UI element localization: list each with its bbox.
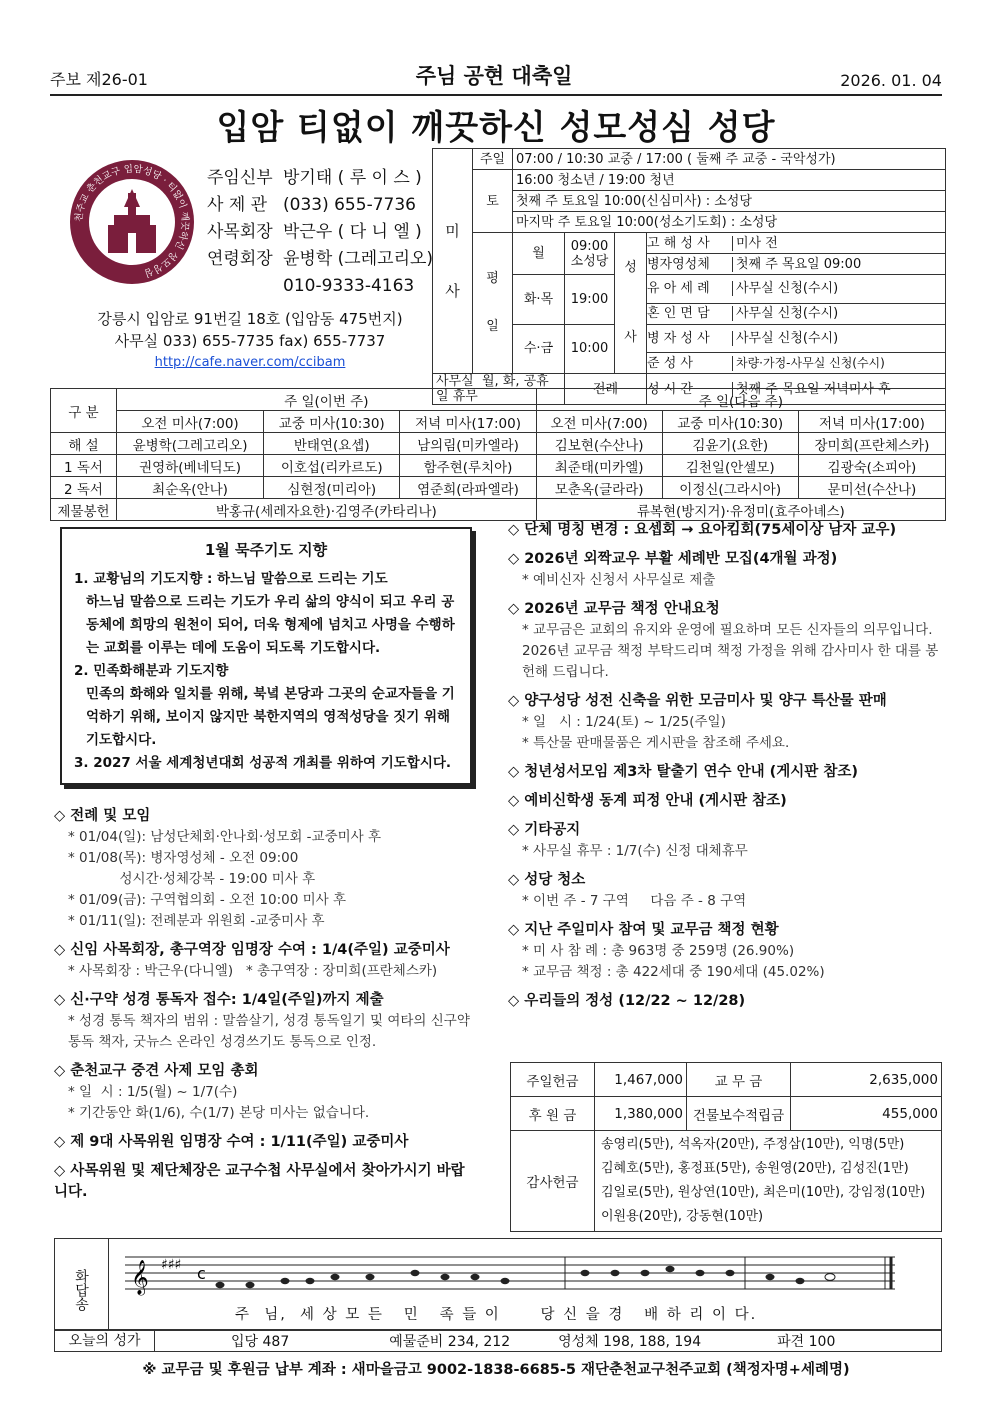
- notice-heading: ◇ 우리들의 정성 (12/22 ~ 12/28): [508, 993, 746, 1009]
- staff-row: 010-9333-4163: [283, 276, 415, 296]
- parish-title: 입암 티없이 깨끗하신 성모성심 성당: [216, 108, 776, 148]
- notice-heading: ◇ 전례 및 모임: [54, 808, 151, 824]
- notice-detail: * 교무금 책정 : 총 422세대 중 190세대 (45.02%): [522, 964, 825, 980]
- account-footer: ※ 교무금 및 후원금 납부 계좌 : 새마을금고 9002-1838-6685-5 재단춘천교구천주교회 (책정자명+세례명): [142, 1362, 850, 1378]
- notice-heading: ◇ 지난 주일미사 참여 및 교무금 책정 현황: [508, 922, 779, 938]
- parish-logo: [70, 160, 194, 284]
- notice-heading: ◇ 2026년 외짝교우 부활 세례반 모집(4개월 과정): [508, 551, 838, 567]
- left-notices: [54, 798, 474, 1203]
- notice-heading: ◇ 성당 청소: [508, 872, 586, 888]
- ministry-schedule-table: 구 분 주 일(이번 주) 주 일(다음 주) 오전 미사(7:00) 교중 미사(10:30) 저녁 미사(17:00) 오전 미사(7:00) 교중 미사(10:30) 저녁 미사(17:00) 해 설 윤병학(그레고리오) 반태연(요셉) 남의림(미카엘라) 김보현(수산나) 김윤기(요한) 장미희(프란체스카) 1 독서 권영하(베네딕도) 이호섭(리카르도) 함주현(루치아) 최준태(미카엘) 김천일(안셀모) 김광숙(소피아) 2 독서 최순옥(안나) 심현정(미리아) 염준희(라파엘라) 모춘옥(글라라) 이정신(그라시아) 문미선(수산나) 제물봉헌 박홍규(세레자요한)·김영주(카타리나) 류복현(방지거)·유정미(효주아녜스): [50, 388, 946, 521]
- notice-detail: * 교무금은 교회의 유지와 운영에 필요하며 모든 신자들의 의무입니다. 2026년 교무금 책정 부탁드리며 책정 가정을 위해 감사미사 한 대를 봉헌해 드립니다.: [522, 622, 939, 680]
- address-block: [80, 308, 420, 374]
- logo-ring-icon: [70, 160, 194, 284]
- staff-row: 사목회장 박근우 ( 다 니 엘 ): [207, 222, 422, 242]
- notice-detail: * 사목회장 : 박근우(다니엘) * 총구역장 : 장미희(프란체스카): [68, 963, 438, 979]
- music-staff-icon: [125, 1247, 935, 1307]
- address-line: 강릉시 입암로 91번길 18호 (입암동 475번지): [97, 310, 403, 328]
- notice-detail: * 기간동안 화(1/6), 수(1/7) 본당 미사는 없습니다.: [68, 1105, 370, 1121]
- notice-heading: ◇ 춘천교구 중견 사제 모임 총회: [54, 1063, 259, 1079]
- notice-heading: ◇ 단체 명칭 변경 : 요셉회 → 요아킴회(75세이상 남자 교우): [508, 522, 897, 538]
- todays-hymns: 오늘의 성가 입당 487 예물준비 234, 212 영성체 198, 188, 194 파견 100: [54, 1330, 942, 1352]
- office-phone: 사무실 033) 655-7735 fax) 655-7737: [114, 332, 386, 350]
- notice-detail: * 성경 통독 책자의 범위 : 말씀살기, 성경 통독일기 및 여타의 신구약 통독 책자, 굿뉴스 온라인 성경쓰기도 통독으로 인정.: [68, 1013, 475, 1050]
- table-row: 해 설 윤병학(그레고리오) 반태연(요셉) 남의림(미카엘라) 김보현(수산나) 김윤기(요한) 장미희(프란체스카): [51, 433, 946, 455]
- issue-date: 2026. 01. 04: [840, 71, 942, 90]
- notice-heading: ◇ 예비신학생 동계 피정 안내 (게시판 참조): [508, 793, 787, 809]
- notice-detail: * 01/11(일): 전례분과 위원회 -교중미사 후: [68, 913, 325, 929]
- mass-schedule-table: 미 사 주일 07:00 / 10:30 교중 / 17:00 ( 둘째 주 교중 - 국악성가) 토 16:00 청소년 / 19:00 청년 첫째 주 토요일 10:00(신심미사) : 소성당 마지막 주 토요일 10:00(성소기도회) : 소성당 평 일 월 09:00 소성당 성 사 고 해 성 사 미사 전 병자영성체 첫째 주 목요일 09:00 화·목 19:00 유 아 세 례 사무실 신청(수시) 혼 인 면 담 사무실 신청(수시) 수·금 10:00 병 자 성 사 사무실 신청(수시) 준 성 사 차량·가정-사무실 신청(수시) 사무실 월, 화, 공휴일 휴무 전례 성 시 간 첫째 주 목요일 저녁미사 후: [432, 148, 946, 405]
- offering-table: 주일헌금 1,467,000 교 무 금 2,635,000 후 원 금 1,380,000 건물보수적립금 455,000 감사헌금 송영리(5만), 석옥자(20만), 주정삼(10만), 익명(5만) 김혜호(5만), 홍정표(5만), 송원영(20만), 김성진(1만) 김일로(5만), 원상연(10만), 최은미(10만), 강임정(10만) 이원용(20만), 강동현(10만): [510, 1062, 942, 1232]
- logo-ring-text: 천주교 춘천교구 입암성당 · 티없이 깨끗하신 성모성심: [73, 163, 191, 279]
- table-row: 제물봉헌 박홍규(세레자요한)·김영주(카타리나) 류복현(방지거)·유정미(효주아녜스): [51, 499, 946, 521]
- prayer-intention-box: 1월 묵주기도 지향 1. 교황님의 기도지향 : 하느님 말씀으로 드리는 기도 하느님 말씀으로 드리는 기도가 우리 삶의 양식이 되고 우리 공동체에 희망의 원천이 되어, 더욱 형제에 넘치고 사명을 수행하는 교회를 이루는 데에 도움이 되도록 기도합시다. 2. 민족화해분과 기도지향 민족의 화해와 일치를 위해, 북녘 본당과 그곳의 순교자들을 기억하기 위해, 보이지 않지만 북한지역의 영적성당을 짓기 위해 기도합시다. 3. 2027 서울 세계청년대회 성공적 개최를 위하여 기도합시다.: [60, 527, 472, 785]
- notice-heading: ◇ 청년성서모임 제3차 탈출기 연수 안내 (게시판 참조): [508, 764, 858, 780]
- notice-heading: ◇ 사목위원 및 제단체장은 교구수첩 사무실에서 찾아가시기 바랍니다.: [54, 1163, 465, 1200]
- notice-heading: ◇ 신·구약 성경 통독자 접수: 1/4일(주일)까지 제출: [54, 992, 384, 1008]
- table-row: 2 독서 최순옥(안나) 심현정(미리아) 염준희(라파엘라) 모춘옥(글라라) 이정신(그라시아) 문미선(수산나): [51, 477, 946, 499]
- notice-heading: ◇ 제 9대 사목위원 임명장 수여 : 1/11(주일) 교중미사: [54, 1134, 409, 1150]
- psalm-response: 화답송 𝄞 ♯♯♯ c 주 님, 세 상 모 든 민 족 들 이 당 신 을 경 배 하 리 이 다.: [54, 1238, 942, 1330]
- staff-row: 주임신부 방기태 ( 루 이 스 ): [207, 168, 422, 188]
- staff-row: 연령회장 윤병학 (그레고리오): [207, 249, 434, 269]
- notice-heading: ◇ 신임 사목회장, 총구역장 임명장 수여 : 1/4(주일) 교중미사: [54, 942, 450, 958]
- feast-title: 주님 공현 대축일: [415, 64, 573, 88]
- prayer-title: 1월 묵주기도 지향: [204, 541, 328, 559]
- notice-heading: ◇ 기타공지: [508, 822, 581, 838]
- table-row: 1 독서 권영하(베네딕도) 이호섭(리카르도) 함주현(루치아) 최준태(미카엘) 김천일(안셀모) 김광숙(소피아): [51, 455, 946, 477]
- notice-detail: * 사무실 휴무 : 1/7(수) 신정 대체휴무: [522, 843, 748, 859]
- svg-text:𝄞: 𝄞: [131, 1260, 149, 1295]
- notice-detail: * 예비신자 신청서 사무실로 제출: [522, 572, 716, 588]
- notice-detail: * 이번 주 - 7 구역 다음 주 - 8 구역: [522, 893, 747, 909]
- notice-detail: * 01/08(목): 병자영성체 - 오전 09:00: [68, 850, 299, 866]
- staff-list: [207, 165, 433, 300]
- notice-detail: * 일 시 : 1/5(월) ~ 1/7(수): [68, 1084, 238, 1100]
- notice-heading: ◇ 2026년 교무금 책정 안내요청: [508, 601, 720, 617]
- right-notices: [508, 512, 942, 1012]
- staff-row: 사 제 관 (033) 655-7736: [207, 195, 416, 215]
- notice-detail: * 미 사 참 례 : 총 963명 중 259명 (26.90%): [522, 943, 795, 959]
- notice-detail: * 일 시 : 1/24(토) ~ 1/25(주일): [522, 714, 726, 730]
- svg-text:천주교 춘천교구 입암성당 · 티없이 깨끗하신 성모성심: [73, 163, 191, 279]
- psalm-lyrics: 주 님, 세 상 모 든 민 족 들 이 당 신 을 경 배 하 리 이 다.: [235, 1307, 758, 1323]
- svg-text:♯♯♯: ♯♯♯: [161, 1257, 182, 1273]
- notice-detail: * 01/04(일): 남성단체회·안나회·성모회 -교중미사 후: [68, 829, 382, 845]
- notice-detail: * 특산물 판매물품은 게시판을 참조해 주세요.: [522, 735, 790, 751]
- notice-detail: * 01/09(금): 구역협의회 - 오전 10:00 미사 후: [68, 892, 347, 908]
- issue-number: 주보 제26-01: [50, 70, 148, 89]
- svg-text:c: c: [197, 1264, 206, 1283]
- notice-detail: 성시간·성체강복 - 19:00 미사 후: [68, 871, 316, 887]
- notice-heading: ◇ 양구성당 성전 신축을 위한 모금미사 및 양구 특산물 판매: [508, 693, 887, 709]
- page-header: [50, 60, 942, 96]
- sunday-mass-time: 07:00 / 10:30 교중 / 17:00 ( 둘째 주 교중 - 국악성가): [513, 149, 946, 170]
- cafe-link[interactable]: http://cafe.naver.com/ccibam: [154, 355, 346, 370]
